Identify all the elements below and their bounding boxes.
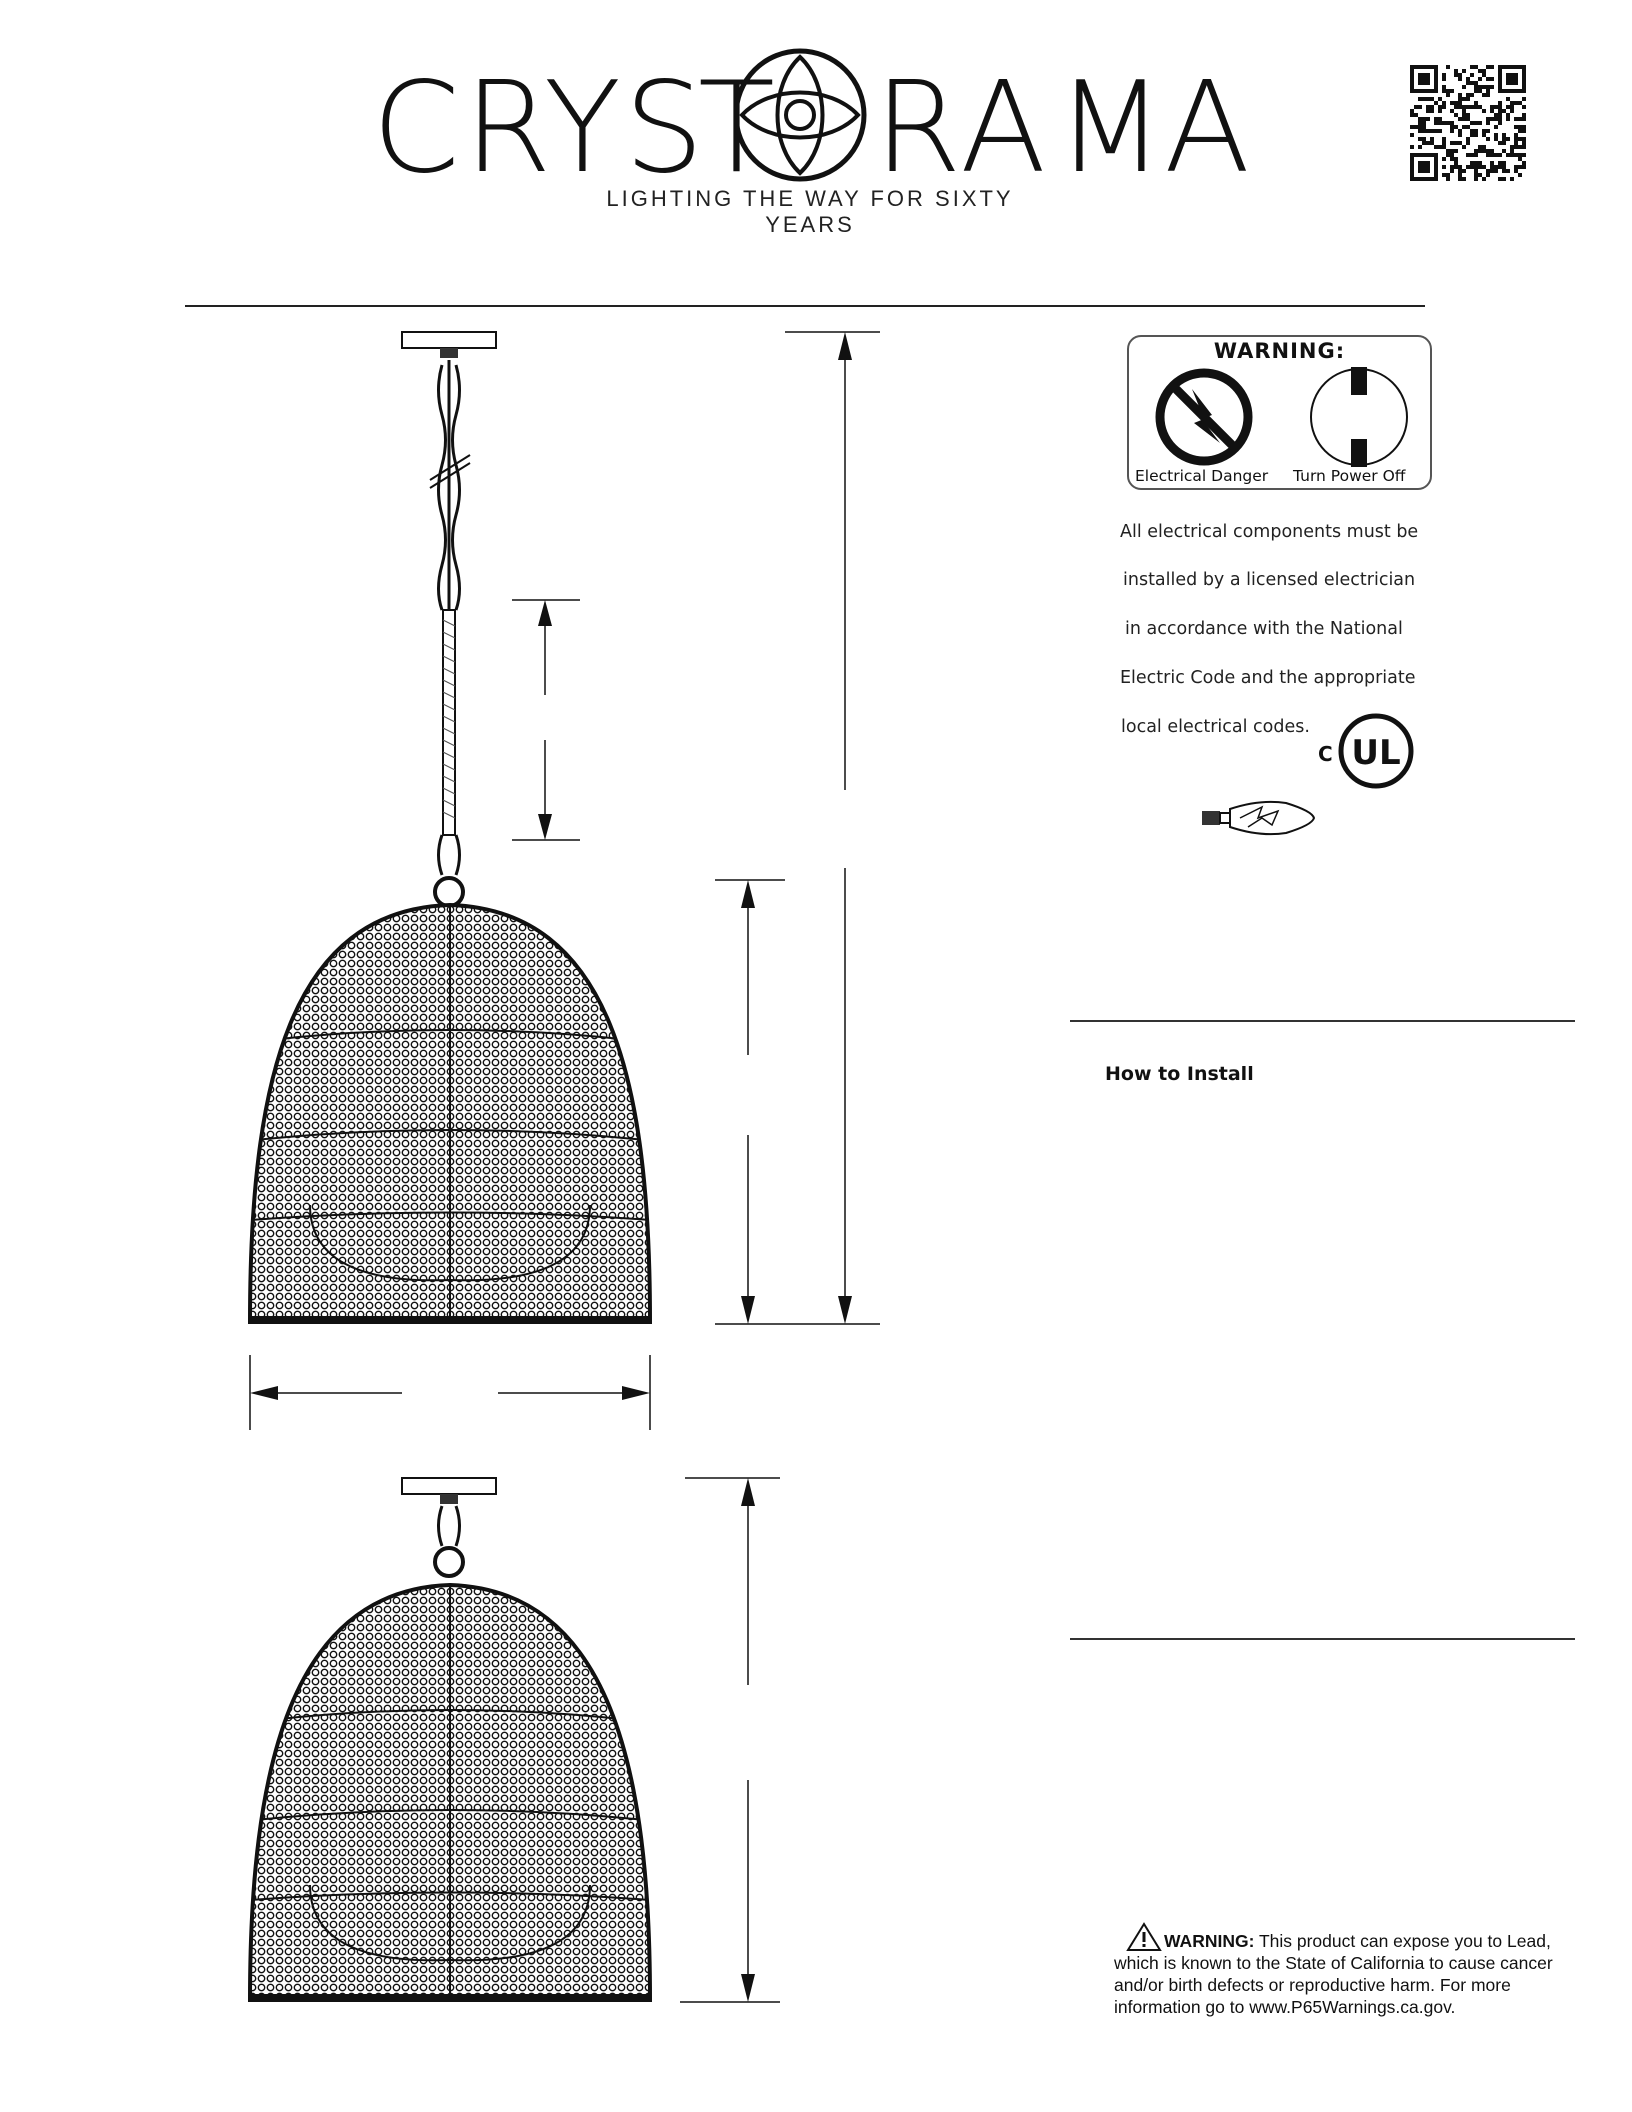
qr-code-icon: [1410, 65, 1526, 181]
section-divider: [1070, 1020, 1575, 1022]
cul-listed-icon: [1335, 710, 1417, 792]
logo-letter: C: [372, 54, 462, 201]
notice-line: Electric Code and the appropriate: [1120, 668, 1416, 688]
electrical-danger-icon: [1154, 367, 1254, 467]
logo-letter: A: [960, 54, 1049, 201]
electrical-danger-caption: Electrical Danger: [1135, 467, 1269, 485]
electrical-warning-box: [1127, 335, 1432, 490]
logo-letter: R: [464, 54, 554, 201]
turn-power-off-caption: Turn Power Off: [1293, 467, 1406, 485]
logo-letter: S: [624, 54, 706, 201]
logo-letter: R: [874, 54, 964, 201]
logo-letter: Y: [544, 54, 623, 201]
logo-letter: A: [1164, 54, 1253, 201]
cul-prefix: C: [1318, 742, 1333, 766]
brand-tagline: LIGHTING THE WAY FOR SIXTY YEARS: [606, 186, 1014, 237]
notice-line: in accordance with the National: [1125, 619, 1403, 639]
pendant-chain-drawing: [230, 320, 910, 1440]
prop65-text: This product can expose you to Lead, which is known to the State of California to cause cancer and/or birth defects or reproductive harm. For more information go to www.P65Warnings.ca.gov.: [1114, 1931, 1553, 2017]
logo-emblem-icon: [730, 45, 870, 185]
ul-mark-text: UL: [1351, 733, 1401, 773]
semi-flush-drawing: [230, 1470, 830, 2010]
notice-line: installed by a licensed electrician: [1123, 570, 1416, 590]
logo-letter: M: [1056, 54, 1167, 201]
header-divider: [185, 305, 1425, 307]
section-divider: [1070, 1638, 1575, 1640]
logo-letter: T: [698, 54, 777, 201]
notice-line: local electrical codes.: [1121, 717, 1310, 737]
warning-title: WARNING:: [1213, 339, 1346, 363]
power-off-icon: [1307, 365, 1411, 469]
prop65-warning: [1114, 1930, 1594, 2018]
candelabra-bulb-icon: [1200, 795, 1320, 841]
notice-line: All electrical components must be: [1120, 522, 1419, 542]
how-to-install-heading: How to Install: [1105, 1063, 1254, 1085]
prop65-label: WARNING:: [1164, 1931, 1255, 1951]
